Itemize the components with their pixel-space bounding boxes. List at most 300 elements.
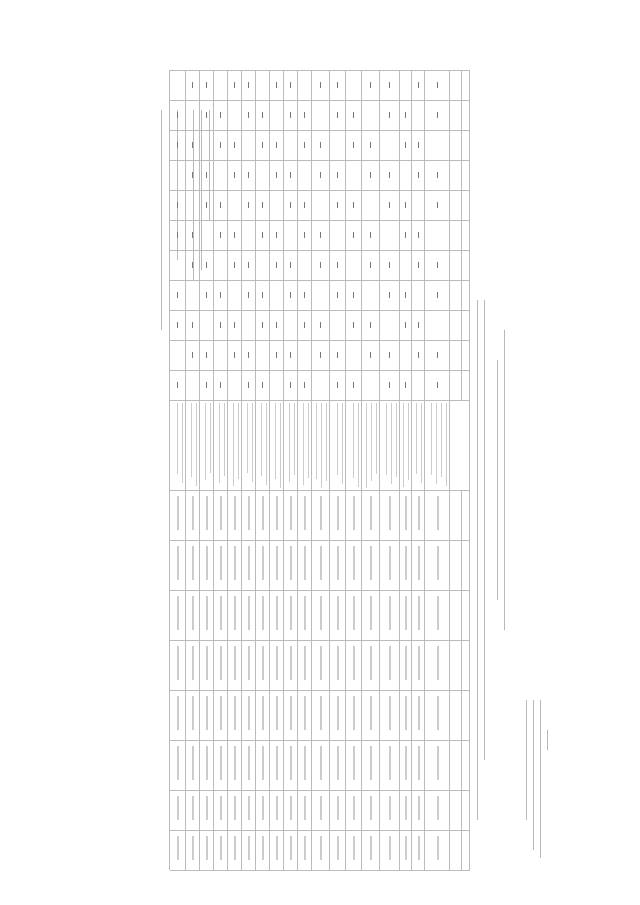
table-column-line [170, 130, 470, 131]
value-cell [192, 496, 194, 530]
code-mark [320, 262, 321, 268]
code-mark [389, 262, 390, 268]
value-cell [437, 696, 439, 730]
code-mark [320, 172, 321, 178]
value-cell [304, 696, 306, 730]
code-mark [437, 202, 438, 208]
value-cell [418, 546, 420, 580]
code-mark [248, 172, 249, 178]
table-row-line [329, 70, 330, 870]
value-cell [234, 646, 236, 680]
value-cell [290, 696, 292, 730]
code-mark [290, 82, 291, 88]
value-cell [192, 836, 194, 860]
value-cell [248, 646, 250, 680]
code-mark [220, 112, 221, 118]
value-cell [290, 836, 292, 860]
value-cell [418, 696, 420, 730]
value-cell [353, 836, 355, 860]
description-line [326, 403, 327, 481]
value-cell [234, 696, 236, 730]
description-line [247, 403, 248, 473]
description-line [294, 403, 295, 475]
table-row-line [424, 70, 425, 870]
value-cell [276, 646, 278, 680]
code-mark [262, 112, 263, 118]
table-row-line [199, 70, 200, 870]
value-cell [370, 836, 372, 860]
value-cell [370, 546, 372, 580]
description-line [416, 403, 417, 474]
code-mark [248, 82, 249, 88]
code-mark [418, 142, 419, 148]
code-mark [276, 352, 277, 358]
code-mark [405, 202, 406, 208]
code-mark [220, 202, 221, 208]
value-cell [418, 836, 420, 860]
code-mark [290, 202, 291, 208]
value-cell [304, 646, 306, 680]
value-cell [320, 836, 322, 860]
value-cell [353, 746, 355, 780]
value-cell [437, 796, 439, 820]
value-cell [276, 746, 278, 780]
code-mark [389, 112, 390, 118]
value-cell [290, 646, 292, 680]
code-mark [370, 142, 371, 148]
value-cell [206, 836, 208, 860]
table-column-line [170, 70, 470, 71]
code-mark [192, 322, 193, 328]
code-mark [192, 232, 193, 238]
code-mark [276, 262, 277, 268]
code-mark [353, 292, 354, 298]
value-cell [437, 646, 439, 680]
code-mark [248, 262, 249, 268]
value-cell [418, 596, 420, 630]
code-mark [353, 202, 354, 208]
code-mark [248, 202, 249, 208]
table-column-line [170, 310, 470, 311]
budget-table [170, 70, 470, 870]
code-mark [353, 112, 354, 118]
table-column-line [170, 830, 470, 831]
table-column-line [170, 160, 470, 161]
code-mark [437, 82, 438, 88]
value-cell [437, 596, 439, 630]
value-cell [220, 496, 222, 530]
table-column-line [170, 100, 470, 101]
value-cell [206, 546, 208, 580]
value-cell [389, 746, 391, 780]
value-cell [192, 596, 194, 630]
code-mark [304, 202, 305, 208]
description-line [421, 403, 422, 483]
value-cell [262, 746, 264, 780]
description-line [289, 403, 290, 482]
code-mark [304, 292, 305, 298]
value-cell [437, 836, 439, 860]
code-mark [405, 112, 406, 118]
code-mark [177, 322, 178, 328]
value-cell [370, 796, 372, 820]
value-cell [192, 746, 194, 780]
value-cell [320, 696, 322, 730]
code-mark [337, 292, 338, 298]
value-cell [405, 796, 407, 820]
code-mark [418, 82, 419, 88]
code-mark [405, 382, 406, 388]
value-cell [234, 546, 236, 580]
code-mark [220, 322, 221, 328]
value-cell [437, 546, 439, 580]
value-cell [206, 496, 208, 530]
value-cell [337, 546, 339, 580]
code-mark [206, 172, 207, 178]
table-column-line [170, 490, 470, 491]
value-cell [290, 596, 292, 630]
code-mark [177, 202, 178, 208]
code-mark [304, 382, 305, 388]
code-mark [192, 352, 193, 358]
code-mark [304, 322, 305, 328]
code-mark [370, 322, 371, 328]
table-row-line [227, 70, 228, 870]
value-cell [234, 496, 236, 530]
description-line [233, 403, 234, 486]
value-cell [353, 596, 355, 630]
value-cell [206, 746, 208, 780]
code-mark [290, 262, 291, 268]
value-cell [353, 496, 355, 530]
code-mark [337, 112, 338, 118]
code-mark [262, 142, 263, 148]
code-mark [177, 232, 178, 238]
table-row-line [213, 70, 214, 870]
code-mark [248, 352, 249, 358]
code-mark [389, 82, 390, 88]
code-mark [337, 172, 338, 178]
table-row-line [449, 70, 450, 870]
code-mark [177, 292, 178, 298]
value-cell [418, 746, 420, 780]
table-column-line [170, 790, 470, 791]
value-cell [353, 546, 355, 580]
code-mark [234, 352, 235, 358]
code-mark [220, 292, 221, 298]
table-row-line [185, 70, 186, 870]
code-mark [320, 82, 321, 88]
table-row-line [283, 70, 284, 870]
code-mark [290, 112, 291, 118]
code-mark [353, 382, 354, 388]
table-column-line [170, 640, 470, 641]
description-line [366, 403, 367, 488]
code-mark [389, 292, 390, 298]
description-line [353, 403, 354, 478]
value-cell [405, 696, 407, 730]
code-mark [320, 322, 321, 328]
code-mark [353, 232, 354, 238]
value-cell [206, 696, 208, 730]
value-cell [220, 646, 222, 680]
value-cell [370, 646, 372, 680]
code-mark [405, 292, 406, 298]
code-mark [248, 292, 249, 298]
description-line [391, 403, 392, 484]
description-line [205, 403, 206, 480]
code-mark [206, 382, 207, 388]
value-cell [262, 496, 264, 530]
value-cell [177, 796, 179, 820]
value-cell [337, 796, 339, 820]
description-line [219, 403, 220, 483]
code-mark [248, 112, 249, 118]
value-cell [177, 746, 179, 780]
value-cell [353, 696, 355, 730]
value-cell [389, 696, 391, 730]
value-cell [206, 796, 208, 820]
value-cell [437, 496, 439, 530]
value-cell [220, 696, 222, 730]
value-cell [320, 646, 322, 680]
value-cell [337, 746, 339, 780]
code-mark [370, 232, 371, 238]
table-row-line [169, 70, 170, 870]
code-mark [262, 322, 263, 328]
code-mark [206, 82, 207, 88]
value-cell [405, 746, 407, 780]
code-mark [353, 142, 354, 148]
description-line [177, 403, 178, 474]
value-cell [276, 696, 278, 730]
code-mark [234, 262, 235, 268]
description-line [261, 403, 262, 476]
code-mark [337, 352, 338, 358]
description-line [396, 403, 397, 477]
table-column-line [170, 220, 470, 221]
code-mark [192, 142, 193, 148]
description-line [441, 403, 442, 477]
value-cell [262, 646, 264, 680]
value-cell [177, 496, 179, 530]
description-line [238, 403, 239, 479]
value-cell [177, 836, 179, 860]
code-mark [418, 322, 419, 328]
value-cell [370, 746, 372, 780]
code-mark [177, 112, 178, 118]
description-line [371, 403, 372, 481]
value-cell [353, 796, 355, 820]
description-line [408, 403, 409, 480]
value-cell [437, 746, 439, 780]
table-row-line [269, 70, 270, 870]
value-cell [177, 646, 179, 680]
table-column-line [170, 280, 470, 281]
code-mark [220, 142, 221, 148]
value-cell [405, 596, 407, 630]
value-cell [276, 496, 278, 530]
code-mark [290, 352, 291, 358]
code-mark [370, 172, 371, 178]
value-cell [304, 496, 306, 530]
value-cell [234, 746, 236, 780]
value-cell [220, 596, 222, 630]
value-cell [248, 596, 250, 630]
description-line [446, 403, 447, 486]
code-mark [220, 382, 221, 388]
value-cell [262, 836, 264, 860]
table-row-line [379, 70, 380, 870]
value-cell [389, 796, 391, 820]
value-cell [192, 796, 194, 820]
value-cell [320, 546, 322, 580]
table-row-line [399, 70, 400, 870]
code-mark [370, 262, 371, 268]
value-cell [262, 696, 264, 730]
value-cell [389, 546, 391, 580]
code-mark [437, 172, 438, 178]
value-cell [234, 596, 236, 630]
code-mark [337, 82, 338, 88]
value-cell [320, 796, 322, 820]
table-column-line [170, 690, 470, 691]
description-line [436, 403, 437, 484]
code-mark [206, 202, 207, 208]
value-cell [389, 596, 391, 630]
value-cell [370, 596, 372, 630]
value-cell [234, 836, 236, 860]
value-cell [248, 746, 250, 780]
description-line [196, 403, 197, 486]
value-cell [220, 796, 222, 820]
table-column-line [170, 370, 470, 371]
value-cell [177, 546, 179, 580]
value-cell [276, 596, 278, 630]
value-cell [389, 836, 391, 860]
code-mark [276, 322, 277, 328]
value-cell [262, 796, 264, 820]
value-cell [304, 796, 306, 820]
code-mark [206, 262, 207, 268]
code-mark [389, 202, 390, 208]
code-mark [234, 142, 235, 148]
description-line [308, 403, 309, 478]
code-mark [290, 382, 291, 388]
code-mark [370, 82, 371, 88]
value-cell [304, 836, 306, 860]
table-row-line [241, 70, 242, 870]
code-mark [418, 232, 419, 238]
code-mark [320, 232, 321, 238]
code-mark [418, 352, 419, 358]
table-header-line [461, 70, 462, 400]
code-mark [304, 112, 305, 118]
value-cell [192, 646, 194, 680]
description-line [303, 403, 304, 485]
code-mark [262, 202, 263, 208]
value-cell [248, 696, 250, 730]
table-column-line [170, 340, 470, 341]
description-line [342, 403, 343, 484]
code-mark [206, 352, 207, 358]
code-mark [405, 232, 406, 238]
value-cell [370, 496, 372, 530]
code-mark [304, 232, 305, 238]
code-mark [177, 142, 178, 148]
value-cell [304, 596, 306, 630]
value-cell [405, 546, 407, 580]
value-cell [320, 496, 322, 530]
code-mark [290, 172, 291, 178]
value-cell [234, 796, 236, 820]
table-column-line [170, 250, 470, 251]
value-cell [389, 496, 391, 530]
code-mark [262, 382, 263, 388]
code-mark [234, 172, 235, 178]
value-cell [220, 546, 222, 580]
code-mark [337, 382, 338, 388]
code-mark [437, 292, 438, 298]
value-cell [248, 796, 250, 820]
code-mark [389, 352, 390, 358]
value-cell [405, 646, 407, 680]
code-mark [405, 142, 406, 148]
code-mark [276, 142, 277, 148]
table-row-line [311, 70, 312, 870]
value-cell [220, 836, 222, 860]
value-cell [337, 836, 339, 860]
code-mark [276, 82, 277, 88]
description-line [321, 403, 322, 488]
code-mark [234, 82, 235, 88]
description-line [182, 403, 183, 483]
table-column-line [170, 590, 470, 591]
code-mark [248, 382, 249, 388]
value-cell [206, 646, 208, 680]
code-mark [276, 232, 277, 238]
table-row-line [469, 70, 470, 870]
description-line [191, 403, 192, 477]
value-cell [290, 546, 292, 580]
code-mark [192, 82, 193, 88]
code-mark [290, 292, 291, 298]
value-cell [206, 596, 208, 630]
value-cell [370, 696, 372, 730]
value-cell [192, 696, 194, 730]
value-cell [248, 836, 250, 860]
value-cell [405, 836, 407, 860]
code-mark [234, 232, 235, 238]
code-mark [418, 172, 419, 178]
table-header-line [461, 490, 462, 870]
description-line [224, 403, 225, 476]
code-mark [418, 262, 419, 268]
description-line [337, 403, 338, 475]
value-cell [262, 546, 264, 580]
value-cell [304, 546, 306, 580]
table-column-line [170, 400, 470, 401]
table-row-line [297, 70, 298, 870]
table-row-line [255, 70, 256, 870]
approval-block [518, 700, 548, 860]
table-row-line [411, 70, 412, 870]
value-cell [304, 746, 306, 780]
value-cell [320, 596, 322, 630]
description-line [386, 403, 387, 475]
code-mark [192, 172, 193, 178]
code-mark [437, 382, 438, 388]
